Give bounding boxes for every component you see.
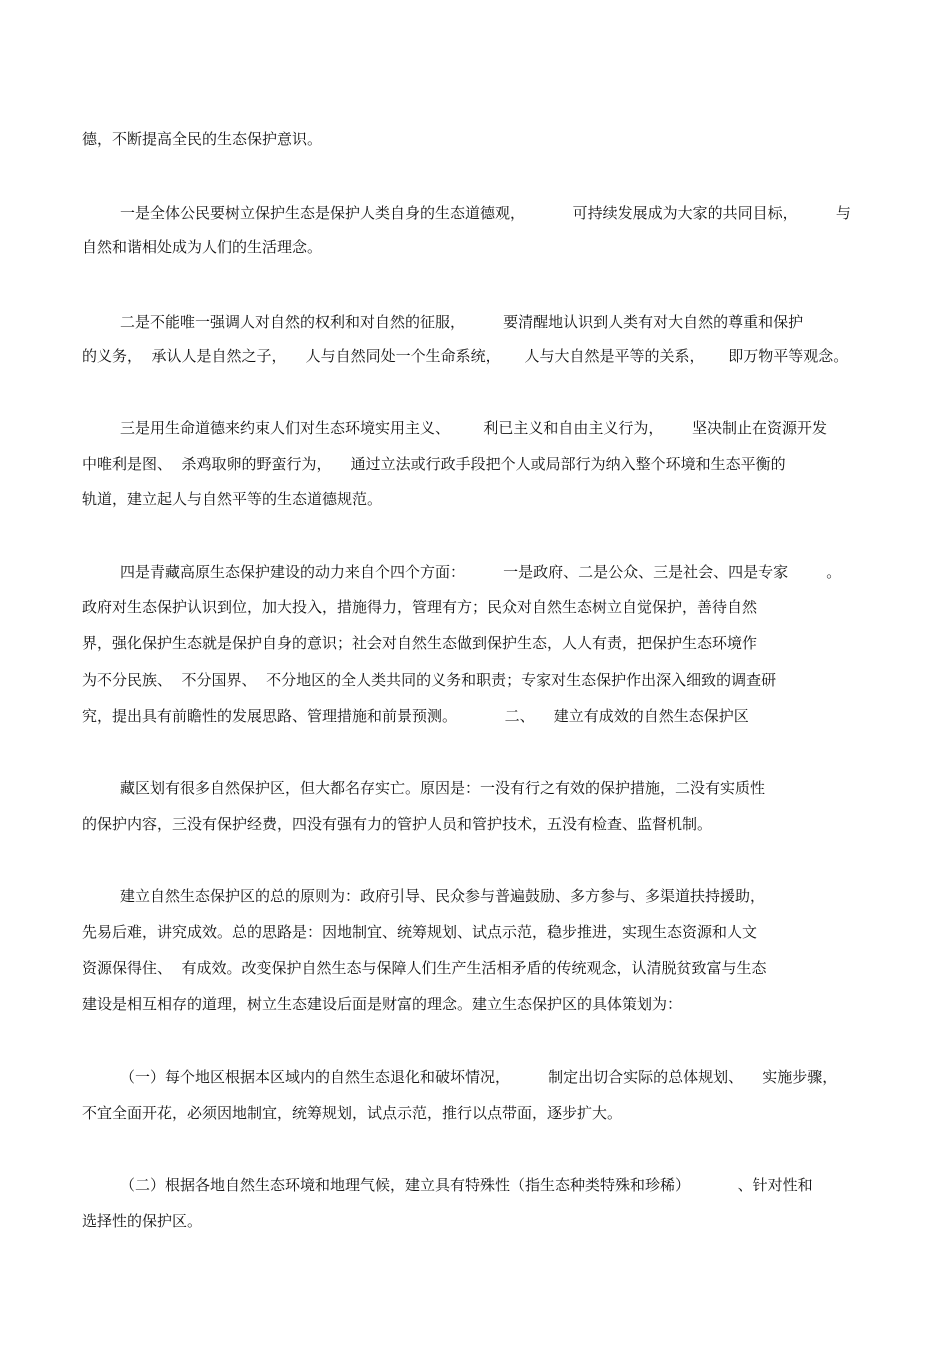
text-line: 选择性的保护区。 <box>82 1212 203 1230</box>
text-line: 藏区划有很多自然保护区，但大都名存实亡。原因是：一没有行之有效的保护措施，二没有实质性 <box>120 779 766 797</box>
text-line: 三是用生命道德来约束人们对生态环境实用主义、 利已主义和自由主义行为， 坚决制止在资源开发 <box>120 419 827 437</box>
text-line: 政府对生态保护认识到位，加大投入，措施得力，管理有方；民众对自然生态树立自觉保护，善待自然 <box>82 598 758 616</box>
text-line: 二是不能唯一强调人对自然的权利和对自然的征服， 要清醒地认识到人类有对大自然的尊重和保护 <box>120 313 804 331</box>
text-line: 界，强化保护生态就是保护自身的意识；社会对自然生态做到保护生态，人人有责，把保护生态环境作 <box>82 634 758 652</box>
text-line: 先易后难，讲究成效。总的思路是：因地制宜、统筹规划、试点示范，稳步推进，实现生态资源和人文 <box>82 923 758 941</box>
text-line: 建立自然生态保护区的总的原则为：政府引导、民众参与普遍鼓励、多方参与、多渠道扶持援助， <box>120 887 766 905</box>
text-line: 中唯利是图、 杀鸡取卵的野蛮行为， 通过立法或行政手段把个人或局部行为纳入整个环境和生态平衡的 <box>82 455 786 473</box>
text-line: （二）根据各地自然生态环境和地理气候，建立具有特殊性（指生态种类特殊和珍稀） 、针对性和 <box>120 1176 813 1194</box>
text-line: 四是青藏高原生态保护建设的动力来自个四个方面： 一是政府、二是公众、三是社会、四是专家 。 <box>120 563 842 581</box>
text-line: 的保护内容，三没有保护经费，四没有强有力的管护人员和管护技术，五没有检查、监督机制。 <box>82 815 713 833</box>
text-line: 不宜全面开花，必须因地制宜，统筹规划，试点示范，推行以点带面，逐步扩大。 <box>82 1104 623 1122</box>
text-line: 为不分民族、 不分国界、 不分地区的全人类共同的义务和职责；专家对生态保护作出深入细致的调查研 <box>82 671 777 689</box>
text-line: 资源保得住、 有成效。改变保护自然生态与保障人们生产生活相矛盾的传统观念，认清脱贫致富与生态 <box>82 959 767 977</box>
text-line: 究，提出具有前瞻性的发展思路、管理措施和前景预测。 二、 建立有成效的自然生态保护区 <box>82 707 749 725</box>
text-line: 的义务， 承认人是自然之子， 人与自然同处一个生命系统， 人与大自然是平等的关系， 即万物平等观念。 <box>82 347 849 365</box>
text-line: 德，不断提高全民的生态保护意识。 <box>82 130 323 148</box>
text-line: 一是全体公民要树立保护生态是保护人类自身的生态道德观， 可持续发展成为大家的共同目标， 与 <box>120 204 851 222</box>
text-line: 建设是相互相存的道理，树立生态建设后面是财富的理念。建立生态保护区的具体策划为： <box>82 995 683 1013</box>
text-line: （一）每个地区根据本区域内的自然生态退化和破坏情况， 制定出切合实际的总体规划、 实施步骤， <box>120 1068 838 1086</box>
text-line: 自然和谐相处成为人们的生活理念。 <box>82 238 323 256</box>
text-line: 轨道，建立起人与自然平等的生态道德规范。 <box>82 490 383 508</box>
